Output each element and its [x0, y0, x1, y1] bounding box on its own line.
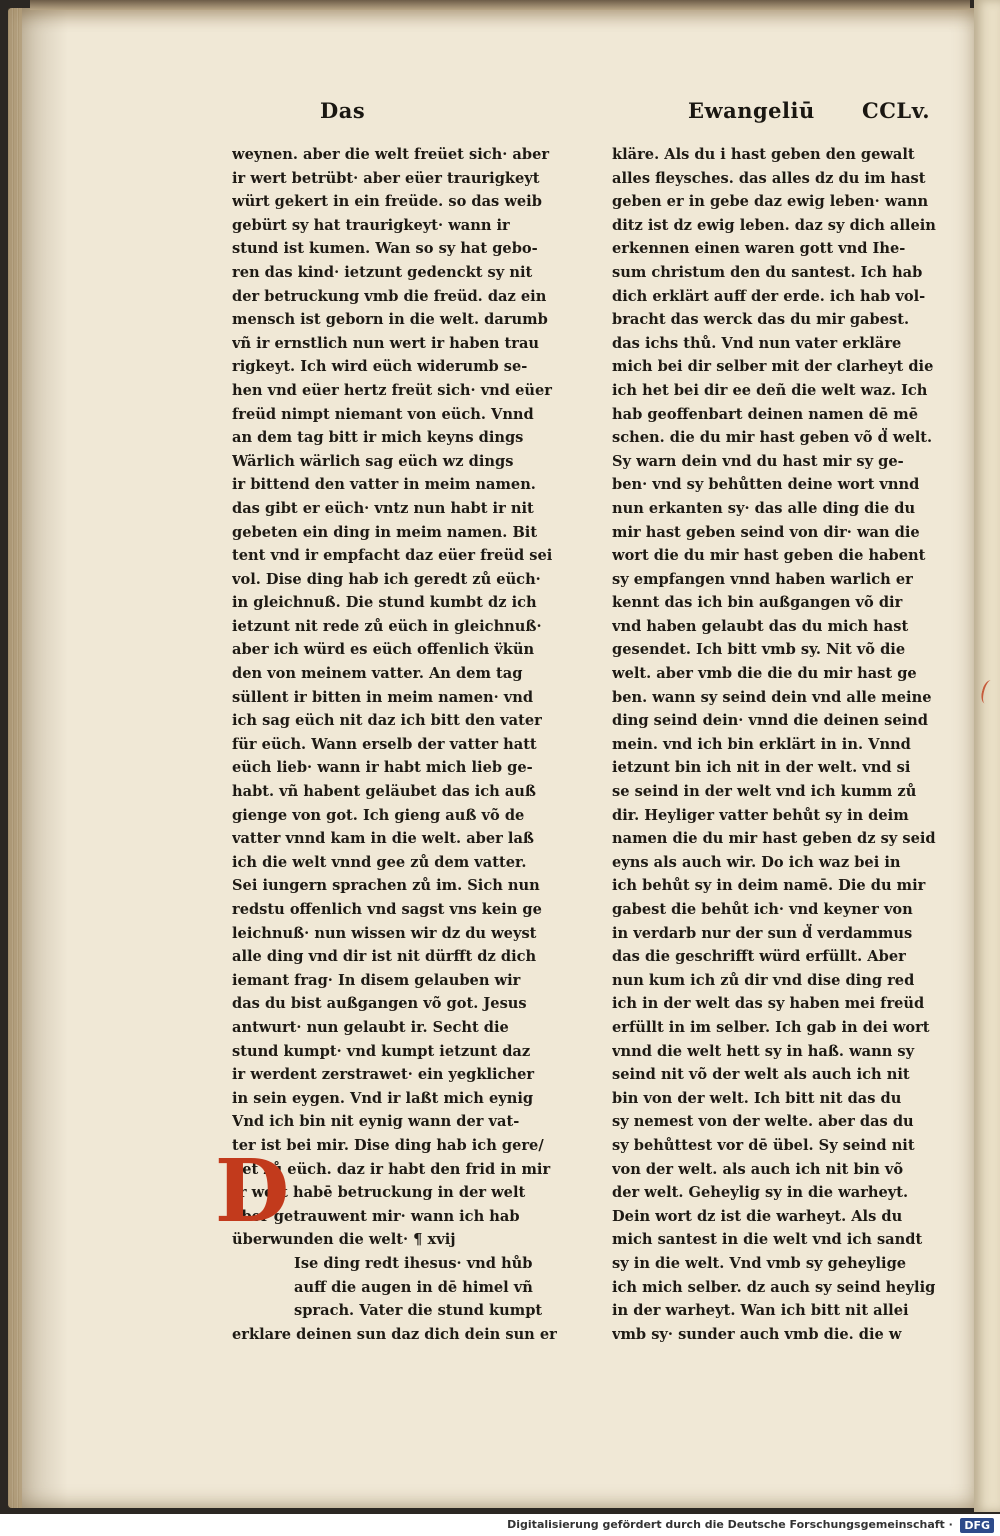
text-line: eüch lieb· wann ir habt mich lieb ge-	[232, 759, 533, 777]
text-line: alle ding vnd dir ist nit dürfft dz dich	[232, 948, 537, 966]
text-line: ben· vnd sy behůtten deine wort vnnd	[612, 476, 920, 494]
text-line: auff die augen in dē himel vñ	[294, 1278, 533, 1296]
text-line: den von meinem vatter. An dem tag	[232, 665, 523, 683]
text-line: stund ist kumen. Wan so sy hat gebo-	[232, 240, 538, 258]
text-line: in verdarb nur der sun d̈ verdammus	[612, 924, 913, 942]
text-line: ietzunt nit rede zů eüch in gleichnuß·	[232, 617, 542, 635]
text-line: kennt das ich bin außgangen võ dir	[612, 594, 903, 612]
text-line: vnd haben gelaubt das du mich hast	[612, 617, 909, 635]
text-line: hen vnd eüer hertz freüt sich· vnd eüer	[232, 381, 552, 399]
text-line: eyns als auch wir. Do ich waz bei in	[612, 853, 901, 871]
text-line: antwurt· nun gelaubt ir. Secht die	[232, 1018, 509, 1036]
gutter-shadow	[8, 8, 68, 1508]
text-line: bin von der welt. Ich bitt nit das du	[612, 1089, 902, 1107]
text-line: ir wert betrübt· aber eüer traurigkeyt	[232, 169, 540, 187]
text-line: in der warheyt. Wan ich bitt nit allei	[612, 1302, 909, 1320]
text-line: namen die du mir hast geben dz sy seid	[612, 830, 936, 848]
text-line: alles fleysches. das alles dz du im hast	[612, 169, 926, 187]
text-line: mein. vnd ich bin erklärt in in. Vnnd	[612, 735, 911, 753]
text-line: ietzunt bin ich nit in der welt. vnd si	[612, 759, 911, 777]
text-line: ich behůt sy in deim namē. Die du mir	[612, 877, 926, 895]
text-line: seind nit võ der welt als auch ich nit	[612, 1066, 910, 1084]
text-line: tent vnd ir empfacht daz eüer freüd sei	[232, 547, 553, 565]
facing-page-edge	[974, 0, 1000, 1512]
text-line: ter ist bei mir. Dise ding hab ich gere/	[232, 1136, 544, 1154]
text-line: sy empfangen vnnd haben warlich er	[612, 570, 913, 588]
text-line: dir. Heyliger vatter behůt sy in deim	[612, 806, 909, 824]
text-line: für eüch. Wann erselb der vatter hatt	[232, 735, 537, 753]
text-line: geben er in gebe daz ewig leben· wann	[612, 193, 929, 211]
text-line: würt gekert in ein freüde. so das weib	[232, 193, 542, 211]
text-line: ich mich selber. dz auch sy seind heylig	[612, 1278, 936, 1296]
text-line: vnnd die welt hett sy in haß. wann sy	[612, 1042, 915, 1060]
text-line: ir bittend den vatter in meim namen.	[232, 476, 536, 494]
text-line: Sy warn dein vnd du hast mir sy ge-	[612, 452, 904, 470]
text-line: ich het bei dir ee deñ die welt waz. Ich	[612, 381, 928, 399]
text-line: iemant frag· In disem gelauben wir	[232, 971, 521, 989]
text-line: welt. aber vmb die die du mir hast ge	[612, 665, 917, 683]
text-line: det zů eüch. daz ir habt den frid in mir	[232, 1160, 551, 1178]
text-line: Sei iungern sprachen zů im. Sich nun	[232, 877, 540, 895]
text-line: nun erkanten sy· das alle ding die du	[612, 499, 916, 517]
text-column-right	[612, 143, 942, 1346]
text-line: ben. wann sy seind dein vnd alle meine	[612, 688, 932, 706]
text-line: Vnd ich bin nit eynig wann der vat-	[232, 1113, 520, 1131]
text-line: wort die du mir hast geben die habent	[612, 547, 926, 565]
text-line: hab geoffenbart deinen namen dē mē	[612, 405, 919, 423]
text-line: in sein eygen. Vnd ir laßt mich eynig	[232, 1089, 534, 1107]
dfg-logo: DFG	[960, 1518, 994, 1533]
text-line: das ichs thů. Vnd nun vater erkläre	[612, 334, 902, 352]
text-line: süllent ir bitten in meim namen· vnd	[232, 688, 534, 706]
text-line: Dein wort dz ist die warheyt. Als du	[612, 1207, 903, 1225]
text-line: gebürt sy hat traurigkeyt· wann ir	[232, 216, 510, 234]
text-line: gebeten ein ding in meim namen. Bit	[232, 523, 538, 541]
text-line: se seind in der welt vnd ich kumm zů	[612, 783, 917, 801]
text-line: ir werdent zerstrawet· ein yegklicher	[232, 1066, 535, 1084]
text-line: bracht das werck das du mir gabest.	[612, 311, 910, 329]
text-line: erklare deinen sun daz dich dein sun er	[232, 1325, 557, 1343]
text-line: ich sag eüch nit daz ich bitt den vater	[232, 712, 542, 730]
rubricated-initial: D	[214, 1141, 290, 1242]
text-line: erkennen einen waren gott vnd Ihe-	[612, 240, 906, 258]
text-line: sy in die welt. Vnd vmb sy geheylige	[612, 1254, 907, 1272]
page-top-edge	[30, 0, 970, 10]
text-line: leichnuß· nun wissen wir dz du weyst	[232, 924, 537, 942]
text-line: das gibt er eüch· vntz nun habt ir nit	[232, 499, 534, 517]
text-line: gienge von got. Ich gieng auß võ de	[232, 806, 525, 824]
text-line: ich die welt vnnd gee zů dem vatter.	[232, 853, 527, 871]
text-line: mir hast geben seind von dir· wan die	[612, 523, 920, 541]
running-head-left: Das	[320, 98, 366, 123]
text-line: nun kum ich zů dir vnd dise ding red	[612, 971, 915, 989]
text-line: weynen. aber die welt freüet sich· aber	[232, 146, 550, 163]
running-head-center: Ewangeliū	[688, 98, 815, 123]
text-line: aber ich würd es eüch offenlich v̈kün	[232, 641, 535, 659]
text-line: stund kumpt· vnd kumpt ietzunt daz	[232, 1042, 531, 1060]
text-line: sy nemest von der welte. aber das du	[612, 1113, 914, 1131]
text-line: das du bist außgangen võ got. Jesus	[232, 995, 527, 1013]
text-line: der betruckung vmb die freüd. daz ein	[232, 287, 547, 305]
text-line: das die geschrifft würd erfüllt. Aber	[612, 948, 906, 966]
text-line: Ise ding redt ihesus· vnd hůb	[294, 1254, 533, 1272]
footer-credit: Digitalisierung gefördert durch die Deutsche Forschungsgemeinschaft ·	[507, 1518, 953, 1531]
text-line: aber getrauwent mir· wann ich hab	[232, 1207, 520, 1225]
footer-bar	[0, 1514, 1000, 1536]
text-line: mich bei dir selber mit der clarheyt die	[612, 358, 934, 376]
text-line: Ir wert habē betruckung in der welt	[232, 1184, 526, 1202]
text-line: von der welt. als auch ich nit bin võ	[612, 1160, 904, 1178]
text-line: in gleichnuß. Die stund kumbt dz ich	[232, 594, 537, 612]
text-line: mensch ist geborn in die welt. darumb	[232, 311, 548, 329]
text-line: gesendet. Ich bitt vmb sy. Nit võ die	[612, 641, 906, 659]
text-line: an dem tag bitt ir mich keyns dings	[232, 429, 524, 447]
text-line: dich erklärt auff der erde. ich hab vol-	[612, 287, 926, 305]
text-line: sprach. Vater die stund kumpt	[294, 1302, 543, 1320]
text-line: ding seind dein· vnnd die deinen seind	[612, 712, 928, 730]
text-line: sy behůttest vor dē übel. Sy seind nit	[612, 1136, 915, 1154]
text-line: der welt. Geheylig sy in die warheyt.	[612, 1184, 909, 1202]
folio-number: CCLv.	[862, 98, 931, 123]
text-line: rigkeyt. Ich wird eüch widerumb se-	[232, 358, 528, 376]
text-line: vmb sy· sunder auch vmb die. die w	[612, 1325, 902, 1343]
text-line: vñ ir ernstlich nun wert ir haben trau	[232, 334, 540, 352]
text-line: vatter vnnd kam in die welt. aber laß	[232, 830, 534, 848]
text-line: kläre. Als du i hast geben den gewalt	[612, 146, 915, 163]
text-line: vol. Dise ding hab ich geredt zů eüch·	[232, 570, 541, 588]
text-line: freüd nimpt niemant von eüch. Vnnd	[232, 405, 534, 423]
text-line: schen. die du mir hast geben võ d̈ welt.	[612, 429, 933, 447]
text-line: mich santest in die welt vnd ich sandt	[612, 1231, 923, 1249]
text-line: Wärlich wärlich sag eüch wz dings	[232, 452, 514, 470]
text-line: erfüllt in im selber. Ich gab in dei wort	[612, 1018, 930, 1036]
text-line: sum christum den du santest. Ich hab	[612, 263, 923, 281]
text-line: habt. vñ habent geläubet das ich auß	[232, 783, 536, 801]
text-line: redstu offenlich vnd sagst vns kein ge	[232, 901, 542, 918]
text-line: ren das kind· ietzunt gedenckt sy nit	[232, 263, 533, 281]
text-line: überwunden die welt· ¶ xvij	[232, 1231, 456, 1249]
text-line: ditz ist dz ewig leben. daz sy dich allein	[612, 216, 936, 234]
text-line: gabest die behůt ich· vnd keyner von	[612, 901, 913, 918]
text-line: ich in der welt das sy haben mei freüd	[612, 995, 925, 1013]
